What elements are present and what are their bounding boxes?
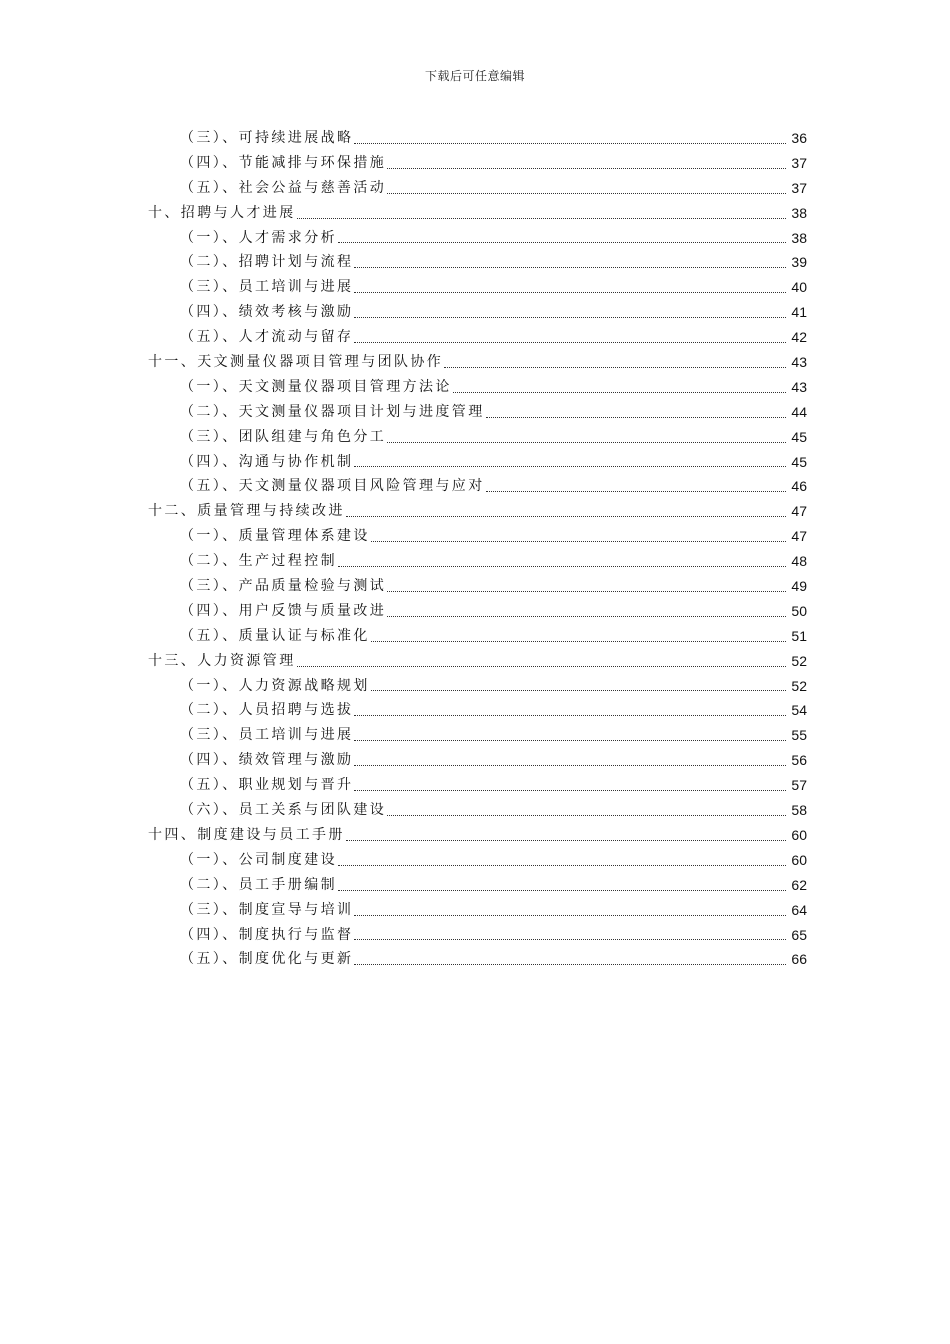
toc-entry-title: （五）、制度优化与更新 (180, 951, 354, 968)
toc-dot-leader (353, 275, 787, 300)
toc-entry-title: （四）、制度执行与监督 (180, 926, 354, 943)
toc-section-entry[interactable] (0, 450, 950, 475)
toc-dot-leader (386, 798, 787, 823)
toc-section-entry[interactable] (0, 798, 950, 823)
toc-page-number: 45 (791, 428, 807, 445)
toc-dot-leader (485, 400, 787, 425)
toc-page-number: 36 (791, 130, 807, 146)
toc-dot-leader (353, 923, 787, 948)
toc-entry-title: （三）、员工培训与进展 (180, 727, 354, 744)
toc-dot-leader (353, 450, 787, 475)
toc-dot-leader (370, 624, 787, 649)
toc-section-entry[interactable] (0, 425, 950, 450)
toc-page-number: 49 (791, 578, 807, 595)
toc-entry-title: （三）、产品质量检验与测试 (180, 578, 387, 595)
toc-section-entry[interactable] (0, 773, 950, 798)
toc-page-number: 38 (791, 229, 807, 246)
toc-dot-leader (353, 748, 787, 773)
toc-entry-title: （五）、天文测量仪器项目风险管理与应对 (180, 478, 485, 495)
toc-page-number: 57 (791, 777, 807, 794)
toc-dot-leader (353, 898, 787, 923)
toc-section-entry[interactable] (0, 599, 950, 624)
toc-dot-leader (345, 499, 787, 524)
toc-section-entry[interactable] (0, 474, 950, 499)
toc-page-number: 50 (791, 602, 807, 619)
toc-entry-title: （四）、绩效管理与激励 (180, 752, 354, 769)
toc-section-entry[interactable] (0, 524, 950, 549)
toc-page-number: 43 (791, 378, 807, 395)
toc-section-entry[interactable] (0, 898, 950, 923)
toc-section-entry[interactable] (0, 698, 950, 723)
toc-page-number: 55 (791, 727, 807, 744)
toc-entry-title: （二）、招聘计划与流程 (180, 254, 354, 271)
toc-entry-title: （一）、质量管理体系建设 (180, 528, 370, 545)
toc-page-number: 66 (791, 951, 807, 968)
toc-dot-leader (337, 549, 787, 574)
toc-page-number: 56 (791, 752, 807, 769)
page-header: 下载后可任意编辑 (424, 69, 525, 83)
toc-entry-title: 十、招聘与人才进展 (148, 204, 296, 221)
toc-dot-leader (337, 873, 787, 898)
toc-entry-title: （三）、团队组建与角色分工 (180, 428, 387, 445)
toc-dot-leader (370, 674, 787, 699)
toc-chapter-entry[interactable] (0, 823, 950, 848)
toc-dot-leader (386, 574, 787, 599)
toc-section-entry[interactable] (0, 400, 950, 425)
toc-entry-title: （五）、人才流动与留存 (180, 329, 354, 346)
toc-page-number: 42 (791, 329, 807, 346)
toc-dot-leader (345, 823, 787, 848)
toc-page-number: 65 (791, 926, 807, 943)
toc-page-number: 44 (791, 403, 807, 420)
toc-page-number: 39 (791, 254, 807, 271)
toc-entry-title: （五）、社会公益与慈善活动 (180, 179, 387, 196)
toc-page-number: 38 (791, 204, 807, 221)
toc-section-entry[interactable] (0, 947, 950, 972)
toc-section-entry[interactable] (0, 375, 950, 400)
toc-dot-leader (353, 773, 787, 798)
toc-chapter-entry[interactable] (0, 499, 950, 524)
toc-entry-title: 十三、人力资源管理 (148, 652, 296, 669)
toc-page-number: 46 (791, 478, 807, 495)
toc-page-number: 51 (791, 627, 807, 644)
toc-page-number: 58 (791, 802, 807, 819)
toc-page-number: 64 (791, 901, 807, 918)
toc-entry-title: （三）、员工培训与进展 (180, 279, 354, 296)
toc-page-number: 47 (791, 503, 807, 520)
toc-entry-title: （三）、制度宣导与培训 (180, 901, 354, 918)
toc-dot-leader (337, 848, 787, 873)
toc-section-entry[interactable] (0, 325, 950, 350)
toc-entry-title: （四）、绩效考核与激励 (180, 304, 354, 321)
toc-entry-title: 十二、质量管理与持续改进 (148, 503, 345, 520)
toc-section-entry[interactable] (0, 723, 950, 748)
toc-page-number: 60 (791, 826, 807, 843)
toc-entry-title: （五）、职业规划与晋升 (180, 777, 354, 794)
toc-entry-title: （六）、员工关系与团队建设 (180, 802, 387, 819)
toc-section-entry[interactable] (0, 923, 950, 948)
toc-section-entry[interactable] (0, 300, 950, 325)
toc-chapter-entry[interactable] (0, 201, 950, 226)
toc-chapter-entry[interactable] (0, 649, 950, 674)
toc-dot-leader (296, 201, 787, 226)
toc-entry-title: 十四、制度建设与员工手册 (148, 826, 345, 843)
toc-section-entry[interactable] (0, 126, 950, 151)
toc-page-number: 47 (791, 528, 807, 545)
toc-dot-leader (485, 474, 787, 499)
toc-dot-leader (370, 524, 787, 549)
toc-section-entry[interactable] (0, 250, 950, 275)
toc-page-number: 52 (791, 677, 807, 694)
toc-page-number: 60 (791, 851, 807, 868)
toc-page-number: 52 (791, 652, 807, 669)
toc-dot-leader (386, 176, 787, 201)
toc-dot-leader (452, 375, 787, 400)
toc-dot-leader (386, 599, 787, 624)
toc-page-number: 40 (791, 279, 807, 296)
toc-dot-leader (443, 350, 787, 375)
toc-section-entry[interactable] (0, 848, 950, 873)
toc-dot-leader (353, 300, 787, 325)
toc-entry-title: （三）、可持续进展战略 (180, 130, 354, 146)
toc-section-entry[interactable] (0, 549, 950, 574)
toc-dot-leader (386, 151, 787, 176)
toc-entry-title: 十一、天文测量仪器项目管理与团队协作 (148, 354, 444, 371)
toc-entry-title: （二）、生产过程控制 (180, 553, 337, 570)
toc-entry-title: （二）、天文测量仪器项目计划与进度管理 (180, 403, 485, 420)
toc-page-number: 48 (791, 553, 807, 570)
toc-entry-title: （五）、质量认证与标准化 (180, 627, 370, 644)
toc-page-number: 43 (791, 354, 807, 371)
toc-entry-title: （四）、节能减排与环保措施 (180, 154, 387, 171)
toc-entry-title: （二）、员工手册编制 (180, 876, 337, 893)
toc-page-number: 41 (791, 304, 807, 321)
toc-section-entry[interactable] (0, 873, 950, 898)
toc-section-entry[interactable] (0, 226, 950, 251)
toc-dot-leader (353, 947, 787, 972)
toc-entry-title: （四）、用户反馈与质量改进 (180, 602, 387, 619)
toc-dot-leader (353, 126, 787, 151)
toc-entry-title: （一）、人才需求分析 (180, 229, 337, 246)
toc-entry-title: （二）、人员招聘与选拔 (180, 702, 354, 719)
toc-dot-leader (296, 649, 787, 674)
toc-section-entry[interactable] (0, 176, 950, 201)
toc-section-entry[interactable] (0, 748, 950, 773)
toc-section-entry[interactable] (0, 674, 950, 699)
toc-section-entry[interactable] (0, 275, 950, 300)
toc-dot-leader (337, 226, 787, 251)
toc-chapter-entry[interactable] (0, 350, 950, 375)
toc-section-entry[interactable] (0, 624, 950, 649)
toc-dot-leader (353, 723, 787, 748)
toc-section-entry[interactable] (0, 574, 950, 599)
toc-page-number: 54 (791, 702, 807, 719)
toc-entry-title: （一）、公司制度建设 (180, 851, 337, 868)
toc-dot-leader (353, 698, 787, 723)
toc-dot-leader (353, 250, 787, 275)
toc-dot-leader (386, 425, 787, 450)
toc-page-number: 37 (791, 154, 807, 171)
table-of-contents (0, 126, 950, 972)
toc-page-number: 45 (791, 453, 807, 470)
toc-page-number: 62 (791, 876, 807, 893)
toc-entry-title: （一）、人力资源战略规划 (180, 677, 370, 694)
toc-dot-leader (353, 325, 787, 350)
toc-page-number: 37 (791, 179, 807, 196)
toc-entry-title: （四）、沟通与协作机制 (180, 453, 354, 470)
toc-entry-title: （一）、天文测量仪器项目管理方法论 (180, 378, 452, 395)
toc-section-entry[interactable] (0, 151, 950, 176)
